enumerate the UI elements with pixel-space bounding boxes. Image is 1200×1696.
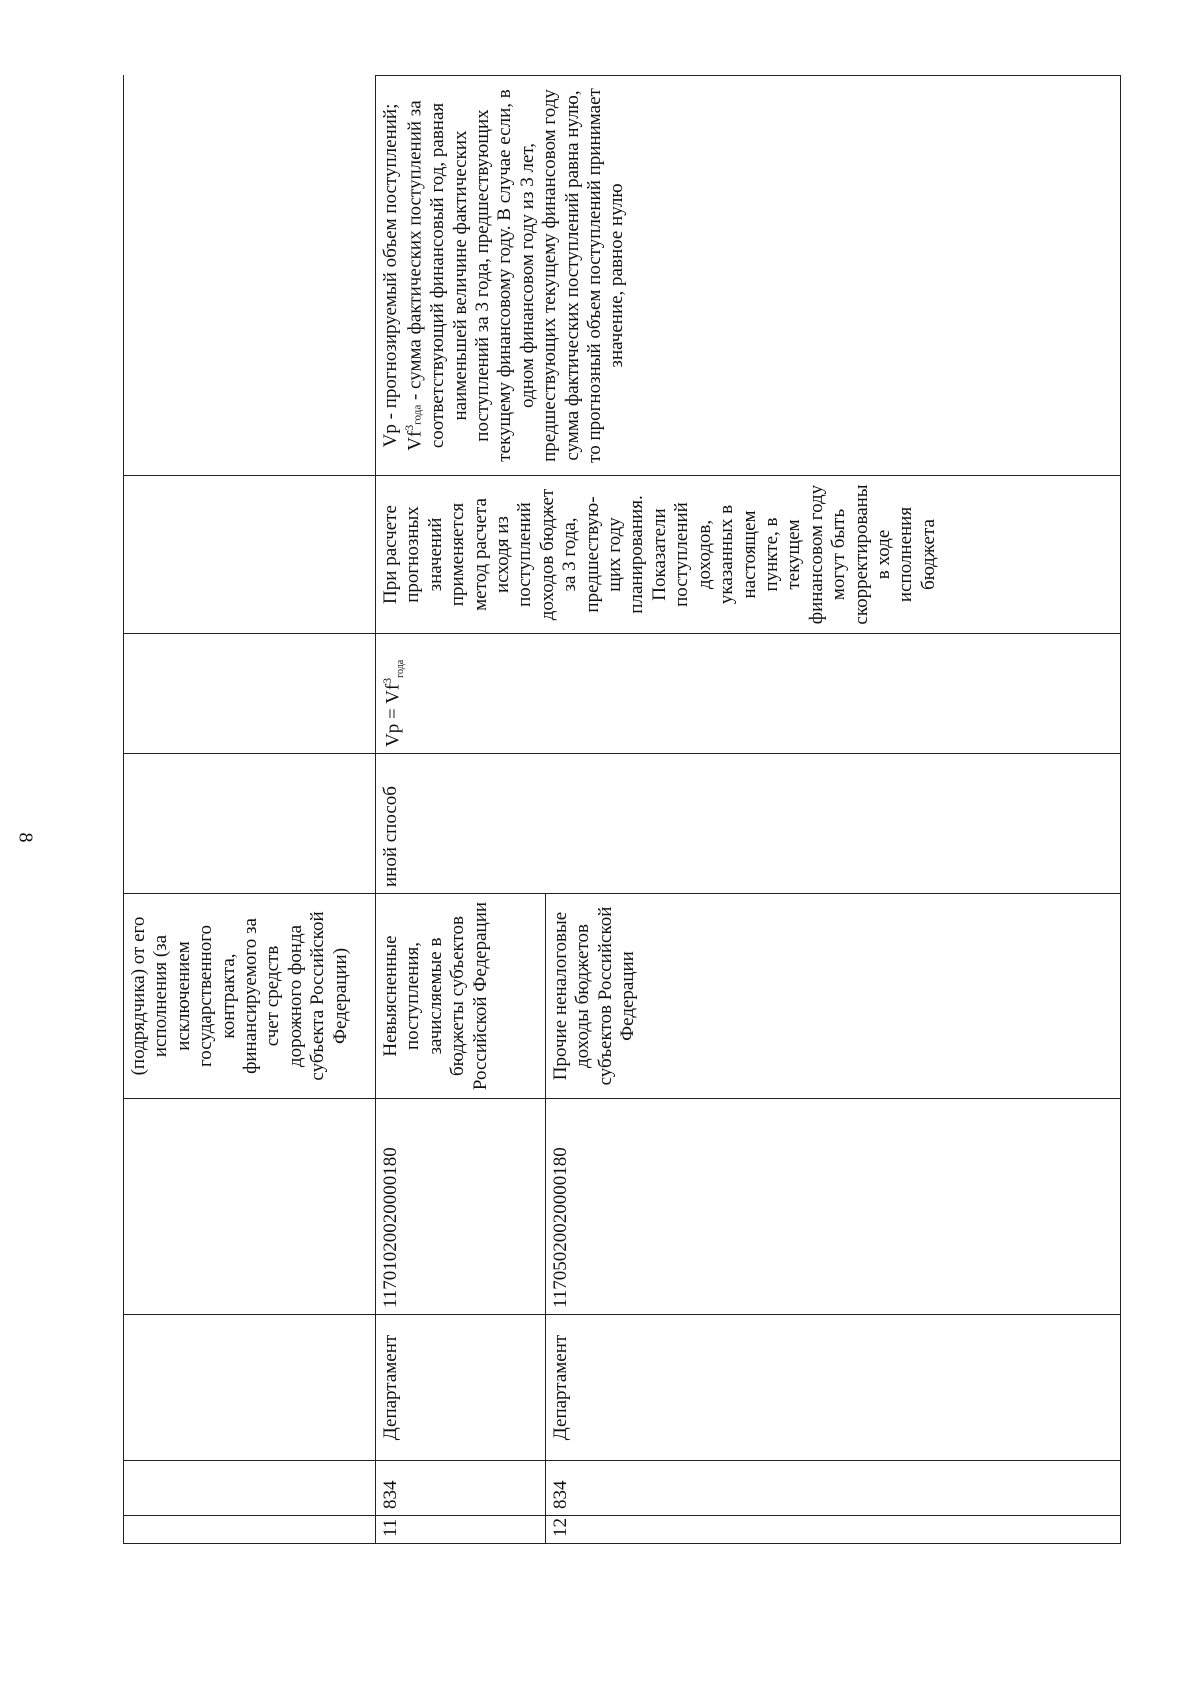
cell-code: 834 xyxy=(546,1461,1121,1516)
cell-num: 12 xyxy=(546,1516,1121,1544)
cell-administrator xyxy=(124,1315,376,1461)
cell-kbk: 11705020020000180 xyxy=(546,1099,1121,1315)
table-row-continuation xyxy=(124,76,376,1544)
page-number: 8 xyxy=(14,832,37,843)
cell-code: 834 xyxy=(376,1461,546,1516)
legend-vf-sup: 3 xyxy=(402,424,417,431)
cell-name: Невыясненные поступления, зачисляемые в бюджеты субъектов Российской Федерации xyxy=(376,894,546,1099)
legend-vf-sub: года xyxy=(411,404,424,425)
legend-line-a: Vp - прогнозируемый объем поступлений; xyxy=(380,103,401,448)
legend-line-b: - сумма фактических поступлений за соответствующий финансовый год, равная наименьшей величине фактических поступлений за 3 года, предшествующих текущему финансовому году. xyxy=(404,100,516,462)
cell-algorithm: При расчете прогнозных значений применяется метод расчета исходя из поступлений доходов бюджет за 3 года, предшествую-щих году планирования. Показатели поступлений доходов, указанных в настоящем пункте, в текущем финансовом году могут быть скорректированы в ходе исполнения бюджета xyxy=(376,476,1121,634)
revenue-forecast-table xyxy=(123,75,1121,1544)
cell-num: 11 xyxy=(376,1516,546,1544)
legend-vf: Vf xyxy=(404,430,426,451)
cell-algorithm xyxy=(124,476,376,634)
cell-administrator: Департамент xyxy=(376,1315,546,1461)
formula-text: Vp = Vf xyxy=(382,683,404,747)
cell-legend xyxy=(376,76,1121,476)
rotated-table-sheet xyxy=(123,76,1120,1544)
cell-code xyxy=(124,1461,376,1516)
cell-method xyxy=(124,754,376,894)
cell-kbk xyxy=(124,1099,376,1315)
legend-line-c: В случае если, в одном финансовом году из 3 лет, предшествующих текущему финансовом году сумма фактических поступлений равна нулю, то прогнозный объем поступлений принимает значение, равное нулю xyxy=(494,88,628,463)
formula-superscript: 3 xyxy=(380,677,394,684)
cell-formula xyxy=(376,634,1121,754)
cell-administrator: Департамент xyxy=(546,1315,1121,1461)
cell-method: иной способ xyxy=(376,754,1121,894)
table-row xyxy=(376,76,546,1544)
cell-name xyxy=(124,894,376,1099)
cell-kbk: 11701020020000180 xyxy=(376,1099,546,1315)
cell-formula xyxy=(124,634,376,754)
cell-num xyxy=(124,1516,376,1544)
cell-name: Прочие неналоговые доходы бюджетов субъектов Российской Федерации xyxy=(546,894,1121,1099)
continuation-name-text: (подрядчика) от его исполнения (за исключением государственного контракта, финансируемого за счет средств дорожного фонда субъекта Российской Федерации) xyxy=(128,911,351,1081)
formula-subscript: года xyxy=(395,659,407,678)
cell-legend xyxy=(124,76,376,476)
